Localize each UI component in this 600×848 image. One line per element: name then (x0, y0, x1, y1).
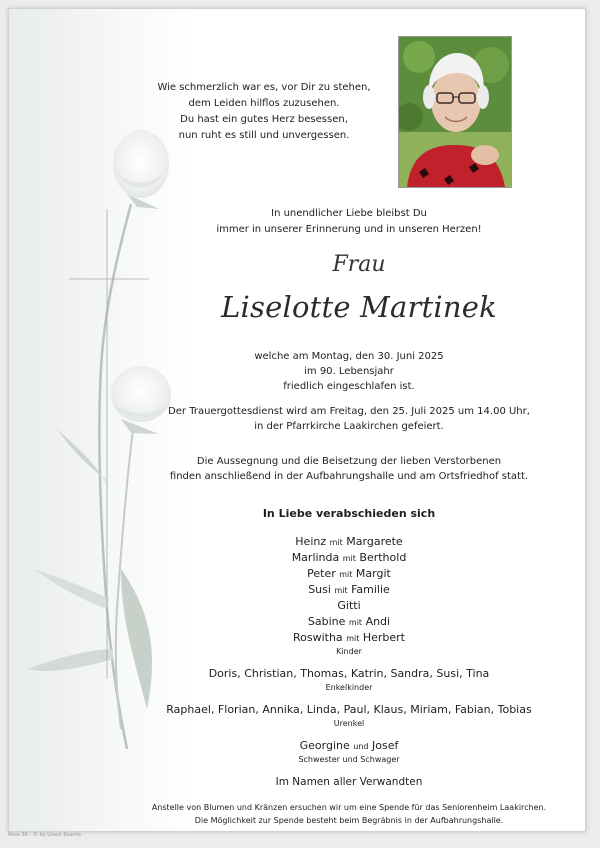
poem-line: nun ruht es still und unvergessen. (178, 130, 350, 141)
mourner-line: Peter mit Margit (307, 567, 391, 580)
funeral-service-info (159, 404, 539, 434)
poem (139, 80, 389, 144)
relation-label: Kinder (336, 647, 362, 656)
image-credit: Rose 56 - © by Lilach Kuanta (8, 832, 81, 838)
great-grandchildren-line: Raphael, Florian, Annika, Linda, Paul, Klaus, Miriam, Fabian, Tobias (166, 703, 532, 716)
mourner-line: Roswitha mit Herbert (292, 631, 405, 644)
burial-line: finden anschließend in der Aufbahrungshalle und am Ortsfriedhof statt. (169, 471, 529, 482)
mourner-line: Susi mit Familie (308, 583, 390, 596)
poem-line: dem Leiden hilflos zuzusehen. (188, 98, 340, 109)
death-line: friedlich eingeschlafen ist. (283, 381, 415, 392)
sign-off: Im Namen aller Verwandten (275, 776, 423, 788)
note-line: Die Möglichkeit zur Spende besteht beim Begräbnis in der Aufbahrungshalle. (194, 816, 504, 825)
burial-line: Die Aussegnung und die Beisetzung der lieben Verstorbenen (196, 456, 502, 467)
poem-line: Du hast ein gutes Herz besessen, (180, 114, 348, 125)
motto-line: In unendlicher Liebe bleibst Du (271, 208, 427, 219)
service-line: Der Trauergottesdienst wird am Freitag, den 25. Juli 2025 um 14.00 Uhr, (168, 406, 530, 417)
mourners-list (159, 534, 539, 774)
portrait-photo (398, 36, 512, 188)
note-line: Anstelle von Blumen und Kränzen ersuchen wir um eine Spende für das Seniorenheim Laakirchen. (151, 803, 547, 812)
motto-line: immer in unserer Erinnerung und in unseren Herzen! (216, 224, 482, 235)
deceased-name: Liselotte Martinek (221, 290, 497, 324)
grandchildren-line: Doris, Christian, Thomas, Katrin, Sandra, Susi, Tina (208, 667, 490, 680)
mourner-line: Gitti (337, 599, 361, 612)
service-line: in der Pfarrkirche Laakirchen gefeiert. (254, 421, 444, 432)
salutation: Frau (332, 252, 386, 277)
mourner-line: Marlinda mit Berthold (291, 551, 407, 564)
relation-label: Schwester und Schwager (298, 755, 400, 764)
death-line: im 90. Lebensjahr (304, 366, 394, 377)
donation-note (129, 801, 569, 827)
burial-info (159, 454, 539, 484)
relation-label: Enkelkinder (325, 683, 373, 692)
relation-label: Urenkel (333, 719, 365, 728)
poem-line: Wie schmerzlich war es, vor Dir zu stehen, (157, 82, 371, 93)
death-line: welche am Montag, den 30. Juni 2025 (254, 351, 444, 362)
death-notice (179, 349, 519, 394)
mourner-line: Sabine mit Andi (307, 615, 391, 628)
farewell-heading: In Liebe verabschieden sich (262, 507, 436, 520)
obituary-sheet (8, 8, 586, 832)
mourner-line: Heinz mit Margarete (295, 535, 403, 548)
siblings-line: Georgine und Josef (299, 739, 399, 752)
motto (179, 206, 519, 238)
